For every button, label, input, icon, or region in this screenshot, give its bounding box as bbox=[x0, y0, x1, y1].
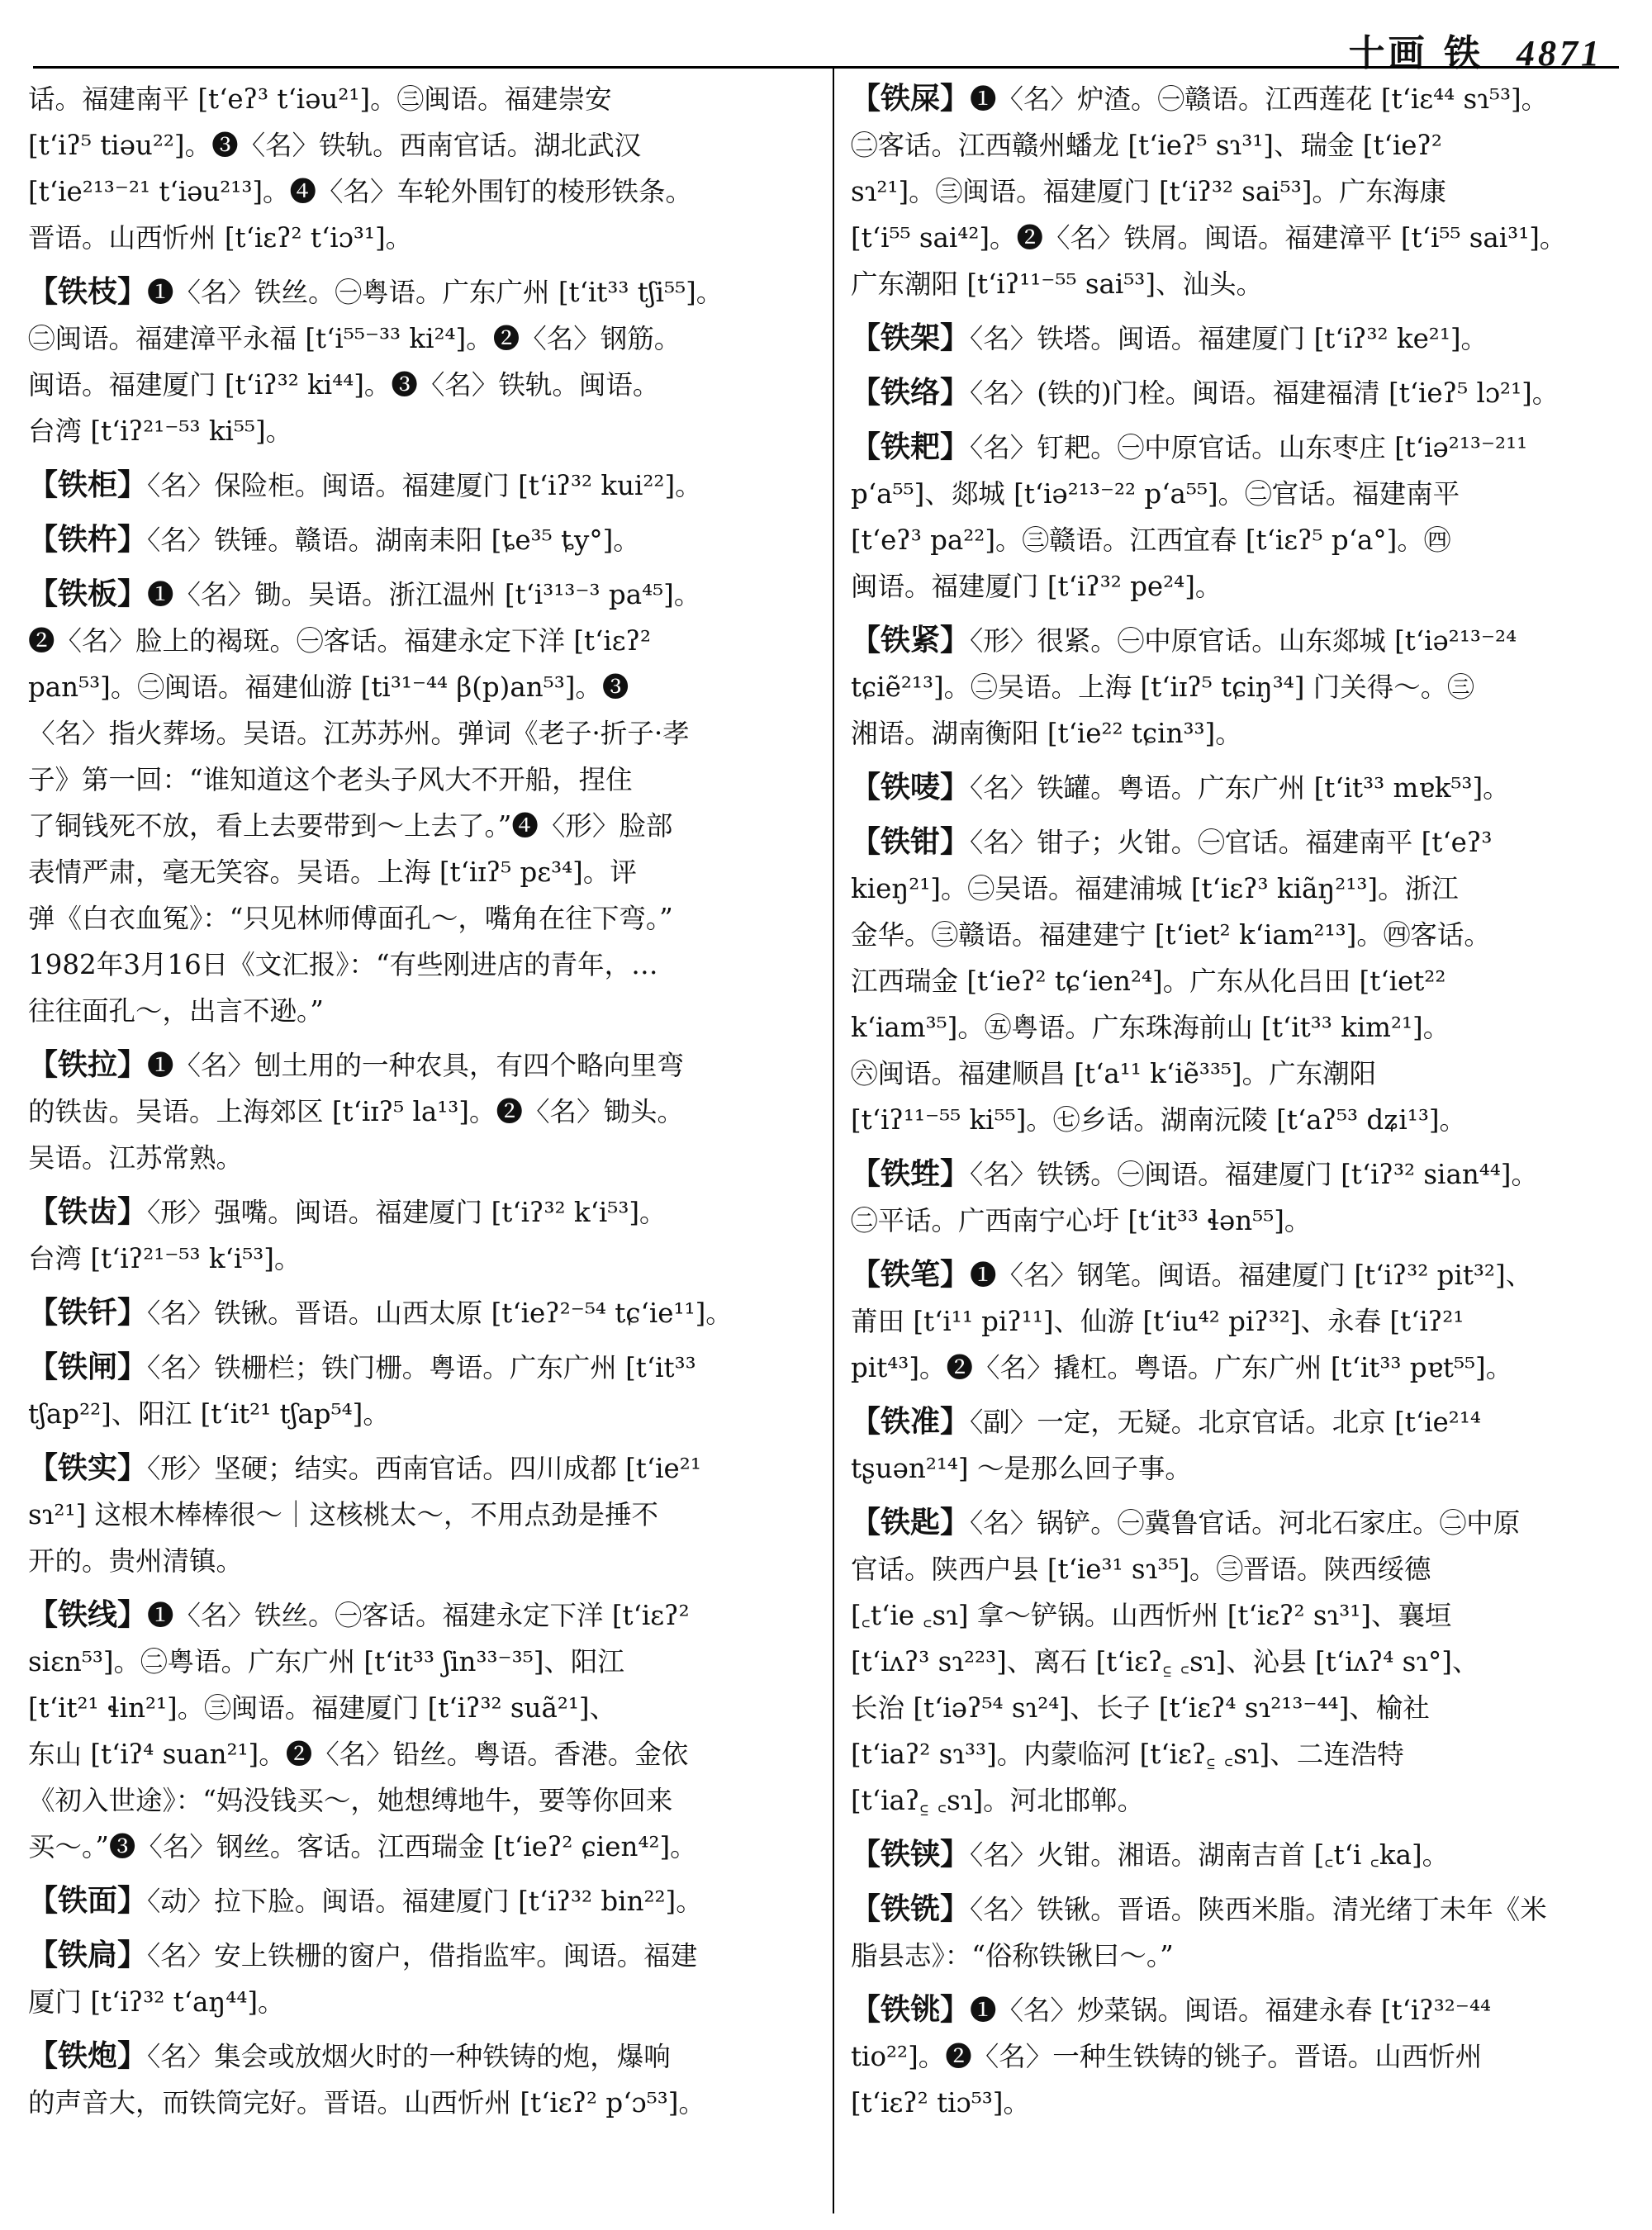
entry-line: ㊅闽语。福建顺昌 [tʻa¹¹ kʻiẽ³³⁵]。广东潮阳 bbox=[851, 1058, 1377, 1089]
dictionary-entry bbox=[28, 1189, 821, 1282]
entry-line: 东山 [tʻiʔ⁴ suan²¹]。❷〈名〉铅丝。粤语。香港。金依 bbox=[28, 1739, 689, 1770]
entry-line: 1982年3月16日《文汇报》：“有些刚进店的青年，… bbox=[28, 949, 658, 980]
entry-line: 江西瑞金 [tʻieʔ² tɕʻien²⁴]。广东从化吕田 [tʻiet²² bbox=[851, 966, 1446, 997]
entry-line: 〈形〉强嘴。闽语。福建厦门 [tʻiʔ³² kʻi⁵³]。 bbox=[147, 1197, 667, 1228]
entry-line: kʻiam³⁵]。㊄粤语。广东珠海前山 [tʻit³³ kim²¹]。 bbox=[851, 1012, 1450, 1043]
dictionary-entry bbox=[28, 1878, 821, 1924]
entry-line: 〈名〉钉耙。㊀中原官话。山东枣庄 [tʻiə²¹³⁻²¹¹ bbox=[970, 432, 1528, 463]
entry-line: 〈名〉铁栅栏；铁门栅。粤语。广东广州 [tʻit³³ bbox=[147, 1352, 696, 1383]
entry-line: 晋语。山西忻州 [tʻiɛʔ² tʻiɔ³¹]。 bbox=[28, 222, 413, 254]
entry-line: 台湾 [tʻiʔ²¹⁻⁵³ kʻi⁵³]。 bbox=[28, 1243, 301, 1274]
entry-line: 台湾 [tʻiʔ²¹⁻⁵³ ki⁵⁵]。 bbox=[28, 415, 293, 447]
entry-headword: 【铁齿】 bbox=[28, 1195, 148, 1229]
entry-line: ❶〈名〉锄。吴语。浙江温州 [tʻi³¹³⁻³ pa⁴⁵]。 bbox=[147, 579, 701, 610]
entry-headword: 【铁铣】 bbox=[851, 1892, 971, 1926]
entry-headword: 【铁屎】 bbox=[851, 82, 971, 116]
entry-line: [tʻiaʔ꜁ ꜀sɿ]。河北邯郸。 bbox=[851, 1785, 1145, 1816]
entry-line: pan⁵³]。㊁闽语。福建仙游 [ti³¹⁻⁴⁴ β(p)an⁵³]。❸ bbox=[28, 671, 629, 703]
entry-headword: 【铁络】 bbox=[851, 376, 971, 410]
entry-line: siɛn⁵³]。㊁粤语。广东广州 [tʻit³³ ʃin³³⁻³⁵]、阳江 bbox=[28, 1646, 624, 1677]
entry-line: [tʻiʌʔ³ sɿ²²³]、离石 [tʻiɛʔ꜁ ꜀sɿ]、沁县 [tʻiʌʔ⁴ sɿ°]、 bbox=[851, 1646, 1479, 1677]
entry-line: [tʻit²¹ ɬin²¹]。㊂闽语。福建厦门 [tʻiʔ³² suã²¹]、 bbox=[28, 1692, 617, 1724]
entry-line: [tʻi⁵⁵ sai⁴²]。❷〈名〉铁屑。闽语。福建漳平 [tʻi⁵⁵ sai³¹]。 bbox=[851, 222, 1567, 254]
entry-line: 开的。贵州清镇。 bbox=[28, 1545, 244, 1577]
column-divider bbox=[833, 66, 834, 2213]
entry-line: tʂuən²¹⁴] ～是那么回子事。 bbox=[851, 1453, 1192, 1484]
entry-line: tio²²]。❷〈名〉一种生铁铸的铫子。晋语。山西忻州 bbox=[851, 2041, 1483, 2072]
dictionary-entry bbox=[28, 2033, 821, 2126]
entry-headword: 【铁耙】 bbox=[851, 430, 971, 464]
entry-line: 〈名〉指火葬场。吴语。江苏苏州。弹词《老子·折子·孝 bbox=[28, 718, 690, 749]
entry-line: ❶〈名〉炉渣。㊀赣语。江西莲花 [tʻiɛ⁴⁴ sɿ⁵³]。 bbox=[970, 83, 1549, 115]
entry-line: 《初入世途》：“妈没钱买～，她想缚地牛，要等你回来 bbox=[28, 1785, 673, 1816]
dictionary-entry bbox=[851, 76, 1644, 307]
entry-line: 〈名〉火钳。湘语。湖南吉首 [꜀tʻi ꜀ka]。 bbox=[970, 1839, 1450, 1871]
entry-line: tʃap²²]、阳江 [tʻit²¹ tʃap⁵⁴]。 bbox=[28, 1398, 390, 1430]
entry-line: 湘语。湖南衡阳 [tʻie²² tɕin³³]。 bbox=[851, 718, 1242, 749]
dictionary-entry bbox=[28, 1445, 821, 1584]
entry-line: 〈名〉铁罐。粤语。广东广州 [tʻit³³ mɐk⁵³]。 bbox=[970, 772, 1510, 804]
entry-headword: 【铁炮】 bbox=[28, 2039, 148, 2073]
entry-headword: 【铁杵】 bbox=[28, 523, 148, 557]
entry-line: ❷〈名〉脸上的褐斑。㊀客话。福建永定下洋 [tʻiɛʔ² bbox=[28, 625, 652, 657]
entry-line: [tʻeʔ³ pa²²]。㊂赣语。江西宜春 [tʻiɛʔ⁵ pʻa°]。㊃ bbox=[851, 524, 1451, 556]
entry-line: 〈名〉铁锹。晋语。陕西米脂。清光绪丁未年《米 bbox=[970, 1894, 1547, 1925]
entry-headword: 【铁准】 bbox=[851, 1405, 971, 1439]
entry-line: [꜀tʻie ꜀sɿ] 拿～铲锅。山西忻州 [tʻiɛʔ² sɿ³¹]、襄垣 bbox=[851, 1600, 1452, 1631]
dictionary-entry bbox=[851, 1151, 1644, 1244]
entry-line: pit⁴³]。❷〈名〉撬杠。粤语。广东广州 [tʻit³³ pɐt⁵⁵]。 bbox=[851, 1352, 1513, 1383]
entry-line: 的铁齿。吴语。上海郊区 [tʻiɪʔ⁵ la¹³]。❷〈名〉锄头。 bbox=[28, 1096, 684, 1127]
entry-line: sɿ²¹]。㊂闽语。福建厦门 [tʻiʔ³² sai⁵³]。广东海康 bbox=[851, 176, 1446, 207]
entry-line: [tʻiʔ¹¹⁻⁵⁵ ki⁵⁵]。㊆乡话。湖南沅陵 [tʻaʔ⁵³ dʑi¹³]。 bbox=[851, 1104, 1467, 1136]
entry-headword: 【铁闸】 bbox=[28, 1350, 148, 1384]
header-rule bbox=[33, 66, 1619, 69]
entry-line: 〈名〉集会或放烟火时的一种铁铸的炮，爆响 bbox=[147, 2041, 671, 2072]
entry-headword: 【铁面】 bbox=[28, 1884, 148, 1918]
entry-line: 厦门 [tʻiʔ³² tʻaŋ⁴⁴]。 bbox=[28, 1986, 285, 2018]
entry-line: tɕiẽ²¹³]。㊁吴语。上海 [tʻiɪʔ⁵ tɕiŋ³⁴] 门关得～。㊂ bbox=[851, 671, 1474, 703]
entry-line: 〈形〉很紧。㊀中原官话。山东郯城 [tʻiə²¹³⁻²⁴ bbox=[970, 625, 1517, 657]
entry-headword: 【铁匙】 bbox=[851, 1506, 971, 1540]
entry-line: ❶〈名〉铁丝。㊀客话。福建永定下洋 [tʻiɛʔ² bbox=[147, 1600, 690, 1631]
entry-line: 子》第一回：“谁知道这个老头子风大不开船，捏住 bbox=[28, 764, 633, 795]
entry-line: 话。福建南平 [tʻeʔ³ tʻiəu²¹]。㊂闽语。福建崇安 bbox=[28, 83, 612, 115]
entry-line: [tʻiɛʔ² tiɔ⁵³]。 bbox=[851, 2087, 1030, 2118]
dictionary-entry bbox=[851, 316, 1644, 362]
dictionary-entry bbox=[28, 517, 821, 563]
entry-line: ㊁客话。江西赣州蟠龙 [tʻieʔ⁵ sɿ³¹]、瑞金 [tʻieʔ² bbox=[851, 130, 1442, 161]
dictionary-entry bbox=[851, 819, 1644, 1143]
entry-headword: 【铁枝】 bbox=[28, 275, 148, 309]
entry-line: 的声音大，而铁筒完好。晋语。山西忻州 [tʻiɛʔ² pʻɔ⁵³]。 bbox=[28, 2087, 705, 2118]
dictionary-entry bbox=[28, 1592, 821, 1870]
dictionary-entry bbox=[851, 1500, 1644, 1824]
left-column bbox=[28, 76, 821, 2134]
entry-headword: 【铁线】 bbox=[28, 1598, 148, 1632]
entry-line: 〈名〉铁塔。闽语。福建厦门 [tʻiʔ³² ke²¹]。 bbox=[970, 323, 1488, 354]
entry-line: [tʻiaʔ² sɿ³³]。内蒙临河 [tʻiɛʔ꜁ ꜀sɿ]、二连浩特 bbox=[851, 1739, 1404, 1770]
dictionary-entry bbox=[28, 572, 821, 1034]
entry-headword: 【铁笔】 bbox=[851, 1258, 971, 1292]
right-column bbox=[851, 76, 1644, 2134]
entry-line: 弹《白衣血冤》：“只见林师傅面孔～，嘴角在往下弯。” bbox=[28, 903, 673, 934]
entry-headword: 【铁紧】 bbox=[851, 624, 971, 657]
entry-headword: 【铁钎】 bbox=[28, 1296, 148, 1330]
entry-line: ㊁闽语。福建漳平永福 [tʻi⁵⁵⁻³³ ki²⁴]。❷〈名〉钢筋。 bbox=[28, 323, 681, 354]
entry-headword: 【铁铫】 bbox=[851, 1993, 971, 2027]
entry-line: 〈名〉铁锤。赣语。湖南耒阳 [ȶe³⁵ ȶy°]。 bbox=[147, 524, 640, 556]
entry-line: 〈名〉锅铲。㊀冀鲁官话。河北石家庄。㊁中原 bbox=[970, 1507, 1521, 1539]
entry-headword: 【铁铗】 bbox=[851, 1838, 971, 1872]
entry-headword: 【铁扃】 bbox=[28, 1938, 148, 1972]
dictionary-entry bbox=[851, 1252, 1644, 1391]
entry-line: 〈名〉保险柜。闽语。福建厦门 [tʻiʔ³² kui²²]。 bbox=[147, 470, 702, 501]
entry-headword: 【铁甡】 bbox=[851, 1157, 971, 1191]
page-number: 4871 bbox=[1517, 33, 1602, 74]
entry-line: ❶〈名〉炒菜锅。闽语。福建永春 [tʻiʔ³²⁻⁴⁴ bbox=[970, 1995, 1492, 2026]
entry-line: 〈形〉坚硬；结实。西南官话。四川成都 [tʻie²¹ bbox=[147, 1453, 701, 1484]
dictionary-entry bbox=[28, 1290, 821, 1336]
entry-line: ❶〈名〉刨土用的一种农具，有四个略向里弯 bbox=[147, 1050, 685, 1081]
entry-headword: 【铁拉】 bbox=[28, 1048, 148, 1082]
entry-line: 〈名〉(铁的)门栓。闽语。福建福清 [tʻieʔ⁵ lɔ²¹]。 bbox=[970, 377, 1559, 409]
entry-line: ㊁平话。广西南宁心圩 [tʻit³³ ɬən⁵⁵]。 bbox=[851, 1205, 1312, 1236]
running-title: 十画 铁 bbox=[1348, 32, 1483, 74]
entry-line: 闽语。福建厦门 [tʻiʔ³² pe²⁴]。 bbox=[851, 571, 1222, 602]
entry-line: 〈名〉铁锈。㊀闽语。福建厦门 [tʻiʔ³² sian⁴⁴]。 bbox=[970, 1159, 1538, 1190]
dictionary-entry bbox=[28, 463, 821, 509]
dictionary-entry bbox=[851, 425, 1644, 610]
entry-line: 莆田 [tʻi¹¹ piʔ¹¹]、仙游 [tʻiu⁴² piʔ³²]、永春 [tʻiʔ²¹ bbox=[851, 1306, 1464, 1337]
entry-headword: 【铁钳】 bbox=[851, 825, 971, 859]
entry-line: [tʻiʔ⁵ tiəu²²]。❸〈名〉铁轨。西南官话。湖北武汉 bbox=[28, 130, 642, 161]
entry-line: 官话。陕西户县 [tʻie³¹ sɿ³⁵]。㊂晋语。陕西绥德 bbox=[851, 1554, 1431, 1585]
dictionary-entry bbox=[28, 1933, 821, 2025]
entry-line: 〈副〉一定，无疑。北京官话。北京 [tʻie²¹⁴ bbox=[970, 1407, 1481, 1438]
entry-line: 〈动〉拉下脸。闽语。福建厦门 [tʻiʔ³² bin²²]。 bbox=[147, 1886, 703, 1917]
entry-line: 吴语。江苏常熟。 bbox=[28, 1142, 244, 1174]
dictionary-entry bbox=[851, 618, 1644, 757]
entry-headword: 【铁实】 bbox=[28, 1451, 148, 1485]
entry-headword: 【铁板】 bbox=[28, 577, 148, 611]
entry-line: ❶〈名〉铁丝。㊀粤语。广东广州 [tʻit³³ tʃi⁵⁵]。 bbox=[147, 277, 724, 308]
dictionary-entry bbox=[851, 370, 1644, 416]
entry-line: 闽语。福建厦门 [tʻiʔ³² ki⁴⁴]。❸〈名〉铁轨。闽语。 bbox=[28, 369, 660, 401]
dictionary-entry bbox=[28, 1345, 821, 1437]
entry-line: 往往面孔～，出言不逊。” bbox=[28, 995, 324, 1027]
entry-line: 〈名〉铁锹。晋语。山西太原 [tʻieʔ²⁻⁵⁴ tɕʻie¹¹]。 bbox=[147, 1298, 733, 1329]
entry-line: kieŋ²¹]。㊁吴语。福建浦城 [tʻiɛʔ³ kiãŋ²¹³]。浙江 bbox=[851, 873, 1459, 904]
dictionary-entry bbox=[851, 1987, 1644, 2126]
dictionary-entry bbox=[28, 1042, 821, 1181]
dictionary-entry bbox=[851, 1886, 1644, 1979]
entry-headword: 【铁柜】 bbox=[28, 468, 148, 502]
dictionary-entry bbox=[28, 76, 821, 261]
entry-line: 广东潮阳 [tʻiʔ¹¹⁻⁵⁵ sai⁵³]、汕头。 bbox=[851, 268, 1264, 300]
entry-line: 长治 [tʻiəʔ⁵⁴ sɿ²⁴]、长子 [tʻiɛʔ⁴ sɿ²¹³⁻⁴⁴]、榆社 bbox=[851, 1692, 1430, 1724]
entry-line: 买～。”❸〈名〉钢丝。客话。江西瑞金 [tʻieʔ² ɕien⁴²]。 bbox=[28, 1831, 697, 1862]
dictionary-entry bbox=[851, 1832, 1644, 1878]
entry-line: 了铜钱死不放，看上去要带到～上去了。”❹〈形〉脸部 bbox=[28, 810, 673, 842]
entry-line: 脂县志》：“俗称铁锹曰～。” bbox=[851, 1940, 1174, 1971]
entry-line: 〈名〉钳子；火钳。㊀官话。福建南平 [tʻeʔ³ bbox=[970, 827, 1493, 858]
entry-headword: 【铁架】 bbox=[851, 321, 971, 355]
dictionary-entry bbox=[851, 765, 1644, 811]
entry-headword: 【铁唛】 bbox=[851, 771, 971, 804]
entry-line: pʻa⁵⁵]、郯城 [tʻiə²¹³⁻²² pʻa⁵⁵]。㊁官话。福建南平 bbox=[851, 478, 1460, 510]
entry-line: 金华。㊂赣语。福建建宁 [tʻiet² kʻiam²¹³]。㊃客话。 bbox=[851, 919, 1491, 951]
entry-line: 〈名〉安上铁栅的窗户，借指监牢。闽语。福建 bbox=[147, 1940, 698, 1971]
dictionary-entry bbox=[851, 1399, 1644, 1492]
entry-line: ❶〈名〉钢笔。闽语。福建厦门 [tʻiʔ³² pit³²]、 bbox=[970, 1260, 1533, 1291]
entry-line: sɿ²¹] 这根木棒棒很～｜这核桃太～，不用点劲是捶不 bbox=[28, 1499, 658, 1530]
entry-line: 表情严肃，毫无笑容。吴语。上海 [tʻiɪʔ⁵ pɛ³⁴]。评 bbox=[28, 856, 637, 888]
dictionary-entry bbox=[28, 269, 821, 454]
entry-line: [tʻie²¹³⁻²¹ tʻiəu²¹³]。❹〈名〉车轮外围钉的棱形铁条。 bbox=[28, 176, 693, 207]
